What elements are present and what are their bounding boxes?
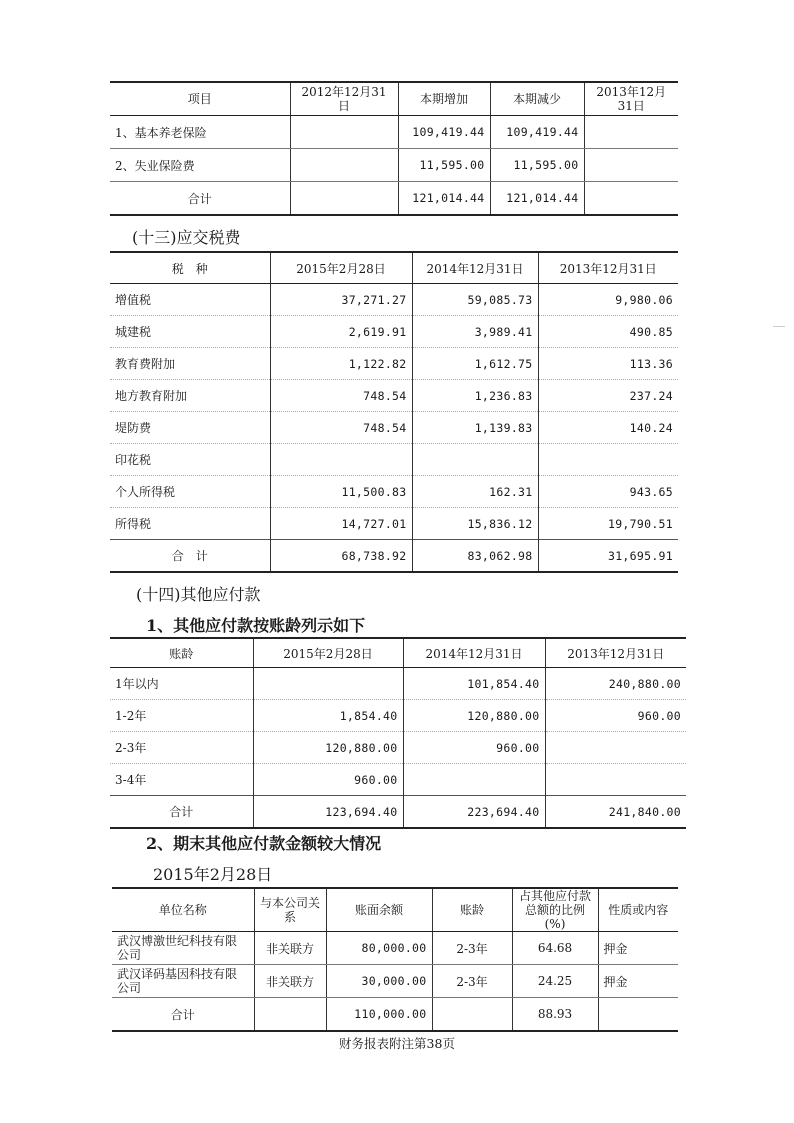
header-cell: 本期减少 [490, 82, 584, 116]
cell-value: 120,880.00 [253, 732, 403, 764]
table-header-row [110, 252, 678, 284]
header-cell: 2013年12月31日 [584, 82, 678, 116]
relationship: 非关联方 [254, 965, 326, 998]
table-row [110, 508, 678, 540]
table-header-row [110, 638, 686, 668]
cell-value: 121,014.44 [398, 182, 490, 216]
table-header-row [110, 82, 678, 116]
table-row [110, 284, 678, 316]
table-row [110, 182, 678, 216]
cell-value: 3,989.41 [412, 316, 538, 348]
cell-value: 37,271.27 [270, 284, 412, 316]
total-row [112, 998, 678, 1032]
cell-value: 14,727.01 [270, 508, 412, 540]
row-label: 1-2年 [110, 700, 253, 732]
cell-value [290, 149, 398, 182]
header-cell: 2015年2月28日 [270, 252, 412, 284]
row-label: 个人所得税 [110, 476, 270, 508]
cell-value [403, 764, 545, 796]
taxes-payable-table [110, 251, 678, 573]
cell-value: 960.00 [545, 700, 686, 732]
aging: 2-3年 [432, 932, 512, 965]
table-row [110, 348, 678, 380]
cell-value: 113.36 [538, 348, 678, 380]
row-label: 所得税 [110, 508, 270, 540]
cell-value [584, 149, 678, 182]
ratio: 88.93 [512, 998, 598, 1032]
margin-mark [773, 326, 785, 327]
social-insurance-table [110, 81, 678, 216]
header-cell: 2014年12月31日 [403, 638, 545, 668]
cell-value: 241,840.00 [545, 796, 686, 829]
table-row [110, 149, 678, 182]
header-cell: 2015年2月28日 [253, 638, 403, 668]
cell-value [545, 764, 686, 796]
cell-value: 140.24 [538, 412, 678, 444]
header-cell: 2013年12月31日 [538, 252, 678, 284]
cell-value [538, 444, 678, 476]
nature: 押金 [598, 932, 678, 965]
cell-value: 68,738.92 [270, 540, 412, 573]
cell-value [412, 444, 538, 476]
header-cell: 2014年12月31日 [412, 252, 538, 284]
cell-value: 237.24 [538, 380, 678, 412]
header-cell: 2012年12月31日 [290, 82, 398, 116]
table-row [110, 116, 678, 149]
cell-value [584, 182, 678, 216]
cell-value: 1,122.82 [270, 348, 412, 380]
cell-value [584, 116, 678, 149]
cell-value: 109,419.44 [490, 116, 584, 149]
cell-value: 2,619.91 [270, 316, 412, 348]
cell-value: 1,612.75 [412, 348, 538, 380]
cell-value: 943.65 [538, 476, 678, 508]
table-row [112, 965, 678, 998]
header-cell: 账龄 [432, 888, 512, 932]
page-footer: 财务报表附注第38页 [339, 1036, 455, 1051]
relationship: 非关联方 [254, 932, 326, 965]
table-row [110, 668, 686, 700]
table-row [110, 316, 678, 348]
header-cell: 占其他应付款总额的比例(%) [512, 888, 598, 932]
cell-value: 240,880.00 [545, 668, 686, 700]
header-cell: 账面余额 [326, 888, 432, 932]
table-row [110, 700, 686, 732]
cell-value: 490.85 [538, 316, 678, 348]
row-label: 增值税 [110, 284, 270, 316]
cell-value: 162.31 [412, 476, 538, 508]
cell-value: 11,595.00 [490, 149, 584, 182]
cell-value [290, 182, 398, 216]
cell-value: 11,500.83 [270, 476, 412, 508]
cell-value: 748.54 [270, 412, 412, 444]
other-payables-aging-table [110, 637, 686, 829]
row-label: 印花税 [110, 444, 270, 476]
ratio: 64.68 [512, 932, 598, 965]
cell-value: 1,236.83 [412, 380, 538, 412]
subsection-heading-large-balances: 2、期末其他应付款金额较大情况 [146, 834, 382, 853]
row-label: 2-3年 [110, 732, 253, 764]
cell-value: 123,694.40 [253, 796, 403, 829]
cell-value: 960.00 [403, 732, 545, 764]
cell-value: 31,695.91 [538, 540, 678, 573]
cell-value: 9,980.06 [538, 284, 678, 316]
table-row [110, 764, 686, 796]
subsection-date: 2015年2月28日 [153, 865, 273, 884]
book-balance: 30,000.00 [326, 965, 432, 998]
ratio: 24.25 [512, 965, 598, 998]
row-label: 堤防费 [110, 412, 270, 444]
table-row [110, 476, 678, 508]
cell-value: 19,790.51 [538, 508, 678, 540]
nature: 押金 [598, 965, 678, 998]
cell-value: 960.00 [253, 764, 403, 796]
section-heading-taxes: (十三)应交税费 [132, 228, 241, 247]
row-label: 1年以内 [110, 668, 253, 700]
cell-value: 109,419.44 [398, 116, 490, 149]
section-heading-other-payables: (十四)其他应付款 [136, 585, 261, 604]
book-balance: 110,000.00 [326, 998, 432, 1032]
cell-value: 121,014.44 [490, 182, 584, 216]
cell-value: 101,854.40 [403, 668, 545, 700]
cell-value: 748.54 [270, 380, 412, 412]
table-row [110, 444, 678, 476]
header-cell: 与本公司关系 [254, 888, 326, 932]
cell-value [270, 444, 412, 476]
cell-value: 223,694.40 [403, 796, 545, 829]
cell-value [254, 998, 326, 1032]
row-label: 城建税 [110, 316, 270, 348]
aging: 2-3年 [432, 965, 512, 998]
cell-value: 1,854.40 [253, 700, 403, 732]
header-cell: 2013年12月31日 [545, 638, 686, 668]
company-name: 武汉博激世纪科技有限公司 [112, 932, 254, 965]
cell-value: 1,139.83 [412, 412, 538, 444]
cell-value: 120,880.00 [403, 700, 545, 732]
cell-value [290, 116, 398, 149]
total-row [110, 540, 678, 573]
total-label: 合 计 [110, 540, 270, 573]
book-balance: 80,000.00 [326, 932, 432, 965]
header-cell: 本期增加 [398, 82, 490, 116]
header-cell: 单位名称 [112, 888, 254, 932]
row-label: 教育费附加 [110, 348, 270, 380]
cell-value: 11,595.00 [398, 149, 490, 182]
table-row [110, 380, 678, 412]
total-row [110, 796, 686, 829]
cell-value [545, 732, 686, 764]
header-cell: 税 种 [110, 252, 270, 284]
row-label: 3-4年 [110, 764, 253, 796]
large-other-payables-table [112, 887, 678, 1032]
table-header-row [112, 888, 678, 932]
table-row [112, 932, 678, 965]
cell-value: 59,085.73 [412, 284, 538, 316]
header-cell: 账龄 [110, 638, 253, 668]
table-row [110, 412, 678, 444]
company-name: 武汉译码基因科技有限公司 [112, 965, 254, 998]
row-label: 地方教育附加 [110, 380, 270, 412]
row-label: 1、基本养老保险 [110, 116, 290, 149]
subsection-heading-aging: 1、其他应付款按账龄列示如下 [146, 616, 366, 635]
total-label: 合计 [187, 191, 212, 206]
cell-value [432, 998, 512, 1032]
cell-value: 83,062.98 [412, 540, 538, 573]
total-label: 合计 [110, 796, 253, 829]
header-cell: 性质或内容 [598, 888, 678, 932]
cell-value [253, 668, 403, 700]
cell-value: 15,836.12 [412, 508, 538, 540]
table-row [110, 732, 686, 764]
header-cell: 项目 [110, 82, 290, 116]
row-label: 2、失业保险费 [110, 149, 290, 182]
cell-value [598, 998, 678, 1032]
total-label: 合计 [170, 1007, 195, 1022]
